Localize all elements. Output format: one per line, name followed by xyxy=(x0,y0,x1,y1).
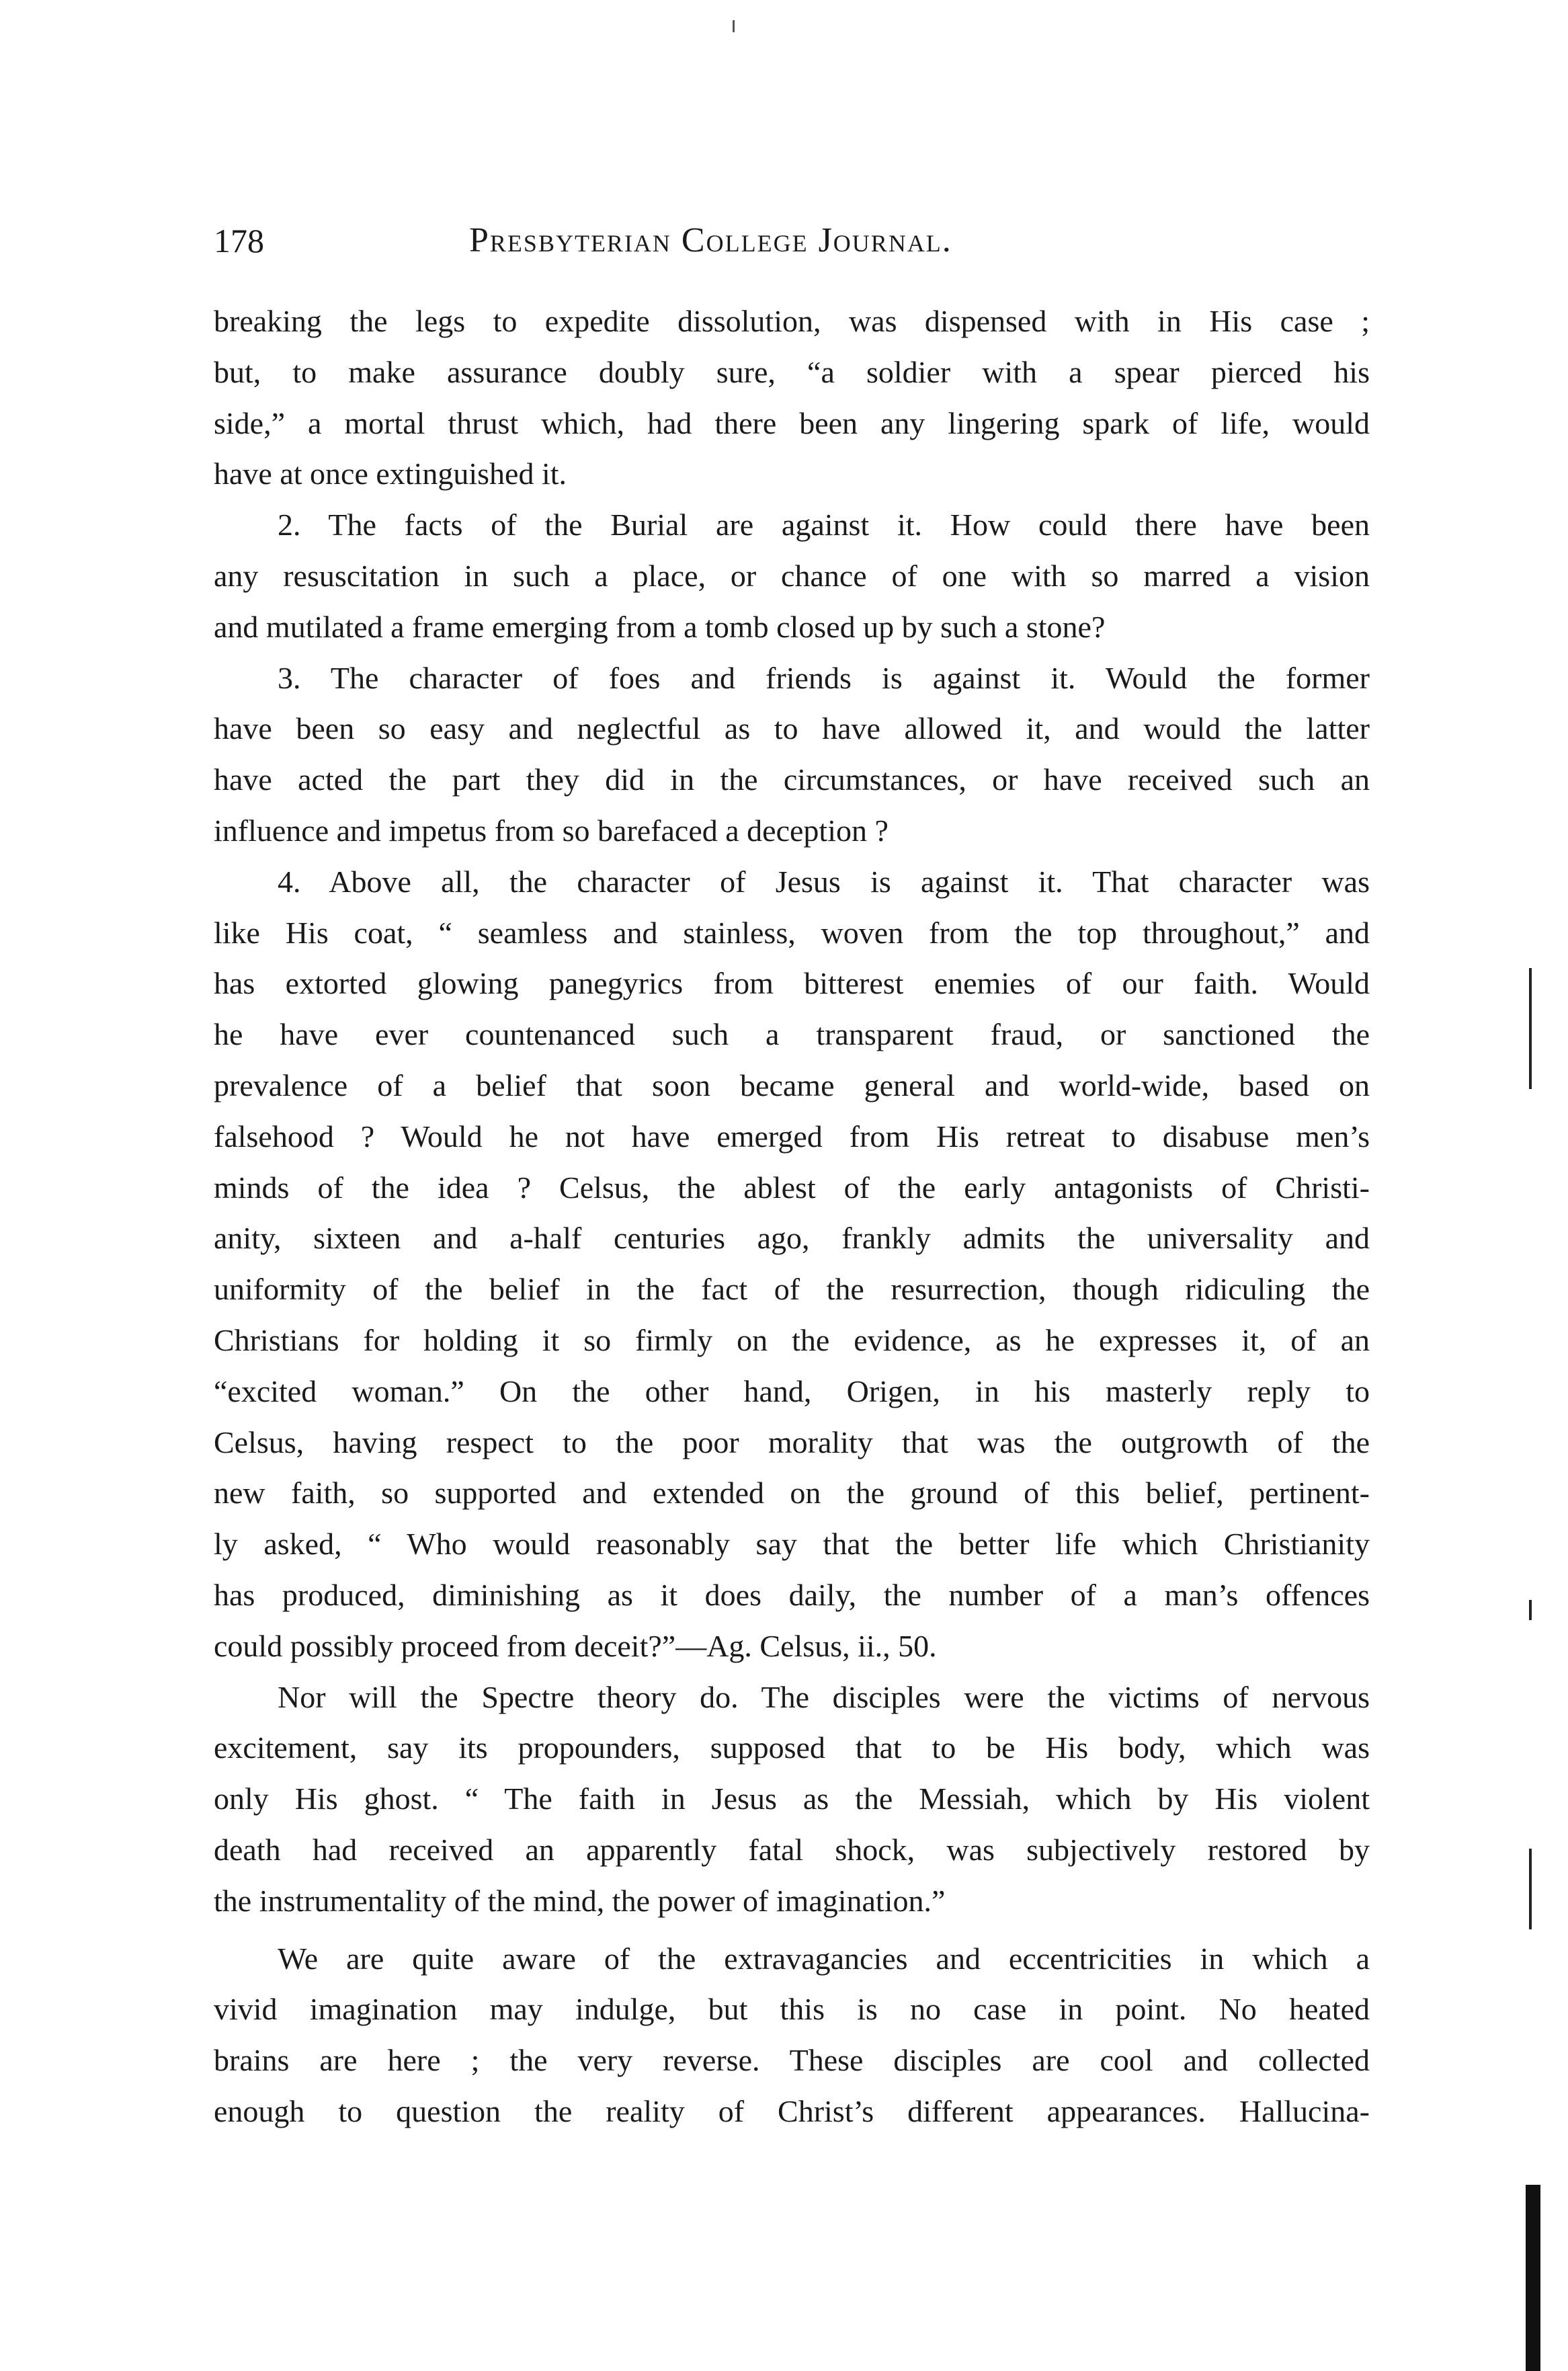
text-line: vivid imagination may indulge, but this is no case in point. No heated xyxy=(214,1992,1370,2027)
text-line: ly asked, “ Who would reasonably say that the better life which Christianity xyxy=(214,1527,1370,1562)
text-line: uniformity of the belief in the fact of the resurrection, though ridiculing the xyxy=(214,1272,1370,1307)
margin-tick xyxy=(1529,1849,1532,1929)
text-line: 4. Above all, the character of Jesus is against it. That character was xyxy=(278,864,1370,899)
margin-rule xyxy=(1529,968,1532,1089)
text-line: side,” a mortal thrust which, had there been any lingering spark of life, would xyxy=(214,405,1370,440)
text-line: but, to make assurance doubly sure, “a soldier with a spear pierced his xyxy=(214,354,1370,389)
text-line: anity, sixteen and a-half centuries ago, frankly admits the universality and xyxy=(214,1221,1370,1256)
text-line: 2. The facts of the Burial are against it. How could there have been xyxy=(278,508,1370,542)
body-text xyxy=(214,296,1370,2137)
text-line: We are quite aware of the extravagancies and eccentricities in which a xyxy=(278,1941,1370,1976)
text-line: breaking the legs to expedite dissolution, was dispensed with in His case ; xyxy=(214,304,1370,338)
text-line: like His coat, “ seamless and stainless, woven from the top throughout,” and xyxy=(214,915,1370,950)
text-line: and mutilated a frame emerging from a tomb closed up by such a stone? xyxy=(214,609,1106,644)
text-line: Celsus, having respect to the poor morality that was the outgrowth of the xyxy=(214,1424,1370,1459)
journal-title: Presbyterian College Journal. xyxy=(469,221,952,259)
text-line: has extorted glowing panegyrics from bitterest enemies of our faith. Would xyxy=(214,966,1370,1001)
text-line: he have ever countenanced such a transparent fraud, or sanctioned the xyxy=(214,1017,1370,1052)
running-header xyxy=(214,214,1370,268)
text-line: have at once extinguished it. xyxy=(214,456,567,491)
text-line: 3. The character of foes and friends is against it. Would the former xyxy=(278,660,1370,695)
page-number: 178 xyxy=(214,222,264,259)
text-line: have been so easy and neglectful as to have allowed it, and would the latter xyxy=(214,711,1370,746)
text-line: enough to question the reality of Christ’s different appearances. Hallucina- xyxy=(214,2093,1370,2128)
text-line: could possibly proceed from deceit?”—Ag. Celsus, ii., 50. xyxy=(214,1628,937,1663)
text-line: prevalence of a belief that soon became general and world-wide, based on xyxy=(214,1068,1370,1102)
text-line: “excited woman.” On the other hand, Origen, in his masterly reply to xyxy=(214,1373,1370,1408)
text-line: Nor will the Spectre theory do. The disciples were the victims of nervous xyxy=(278,1679,1370,1714)
margin-tick xyxy=(1529,1600,1532,1620)
text-line: death had received an apparently fatal shock, was subjectively restored by xyxy=(214,1832,1370,1867)
text-line: brains are here ; the very reverse. These disciples are cool and collected xyxy=(214,2043,1370,2078)
text-line: has produced, diminishing as it does daily, the number of a man’s offences xyxy=(214,1577,1370,1612)
text-line: excitement, say its propounders, supposed that to be His body, which was xyxy=(214,1730,1370,1765)
text-line: only His ghost. “ The faith in Jesus as the Messiah, which by His violent xyxy=(214,1781,1370,1816)
scan-mark xyxy=(733,20,735,32)
text-line: have acted the part they did in the circumstances, or have received such an xyxy=(214,762,1370,797)
text-line: Christians for holding it so firmly on the evidence, as he expresses it, of an xyxy=(214,1322,1370,1357)
margin-bar xyxy=(1526,2185,1540,2371)
text-line: the instrumentality of the mind, the power of imagination.” xyxy=(214,1883,946,1918)
text-line: falsehood ? Would he not have emerged from His retreat to disabuse men’s xyxy=(214,1119,1370,1154)
text-line: any resuscitation in such a place, or chance of one with so marred a vision xyxy=(214,558,1370,593)
text-line: influence and impetus from so barefaced a deception ? xyxy=(214,813,889,848)
text-line: new faith, so supported and extended on the ground of this belief, pertinent- xyxy=(214,1476,1370,1511)
text-line: minds of the idea ? Celsus, the ablest of the early antagonists of Christi- xyxy=(214,1170,1370,1205)
